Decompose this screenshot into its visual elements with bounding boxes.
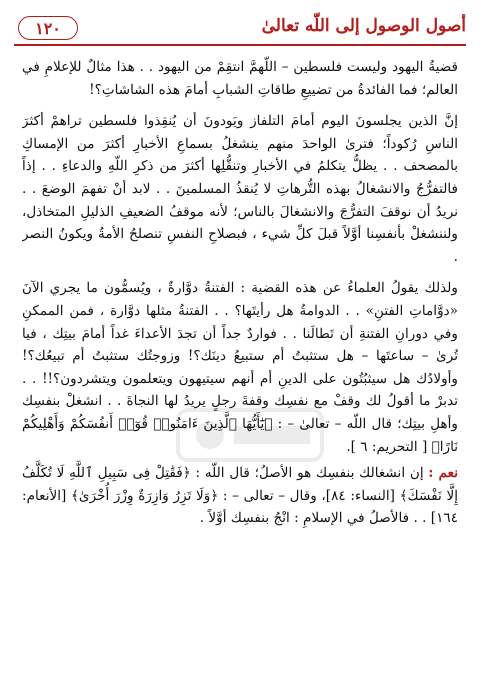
paragraph: قضيةُ اليهود وليست فلسطين – اللَّهمَّ انتقِمْ من اليهود . . هذا مثالٌ للإعلامِ في العالم؛ فما الفائدةُ من تضييعِ طاقاتِ الشبابِ أمامَ هذه الشاشاتِ؟! xyxy=(22,59,458,98)
page-number-badge: ١٢٠ xyxy=(18,16,78,40)
header-divider xyxy=(14,44,466,46)
page-header xyxy=(14,10,466,44)
paragraph: إنَّ الذين يجلسونَ اليوم أمامَ التلفاز ويَودونَ أن يُنقِذوا فلسطين تراهمْ أكثرَ الناسِ رُكوداً؛ فترىٰ الواحدَ منهم ينشغلُ بسماعِ الأخبارِ أكثرَ من الإمساكِ بالمصحف . . يظلُّ يتكلمُ في الأخبارِ وتنقُّلِها أكثرَ من ذكرِ اللّهِ والدعاءِ . . إذاً فالتفرُّجُ والانشغالُ بهذه التُّرهاتِ لا يُنقذُ المسلمينَ . . لابد أنْ تفهمَ الوضعَ . . نريدُ أن نوقفَ التفرُّجَ والانشغالَ بالناس؛ لأنه موقفُ الضعيفِ الذليلِ المتخاذل، ولننشغلْ بأنفسِنا أوَّلاً قبلَ كلِّ شيء ، فبصلاحِ النفسِ تنصلحُ الأمةُ ويكونُ النصر . xyxy=(22,113,458,265)
paragraph-text: إن انشغالك بنفسِك هو الأصلُ؛ قال اللّه : ﴿فَقَٰتِلْ فِى سَبِيلِ ٱللَّهِ لَا تُكَلَّفُ إِلَّا نَفْسَكَ﴾ [النساء: ٨٤]، وقال – تعالى – : ﴿وَلَا تَزِرُ وَازِرَةٌ وِزْرَ أُخْرَىٰ﴾ [الأنعام: ١٦٤] . . فالأصلُ في الإسلامِ : انْجُ بنفسِك أوَّلاً . xyxy=(22,465,458,527)
paragraph: ولذلك يقولُ العلماءُ عن هذه القضية : الفتنةُ دوَّارةٌ ، ويُسمُّون ما يجري الآنَ «دوَّاماتِ الفتنِ» . . الدوامةُ هل رأيتَها؟ . . الفتنةُ مثلها دوَّارة ، فمن الممكنِ وفي دورانِ الفتنةِ أن تَطالَنا . . فواردٌ جداً أن تجدَ الأعداءَ غداً أمامَ بيتِك ، فيا تُرىٰ – ساعتَها – هل ستثبتُ أم ستبيعُ دينَك؟! وزوجتُك ستثبتُ أم تبيعُك؟! وأولادُك هل سيثبُتُون على الدينِ أم أنهم سيتيهون ويتعلمون ويتشردون؟!! . . تدبرْ ما أقولُ لك وقفْ مع نفسِك وقفةَ رجلٍ يريدُ لها النجاةَ . . انشغلْ بنفسِك وأهلِ بيتِك؛ قال اللّه – تعالىٰ – : ﴿يَٰٓأَيُّهَا ٱلَّذِينَ ءَامَنُوا۟ قُوٓا۟ أَنفُسَكُمْ وَأَهْلِيكُمْ نَارًا﴾ [ التحريم: ٦ ]. xyxy=(22,280,458,455)
paragraph-lead-word: نعم : xyxy=(428,465,458,482)
paragraph xyxy=(22,462,458,530)
book-title: أصول الوصول إلى اللّه تعالىٰ xyxy=(261,16,466,36)
page-body xyxy=(22,56,458,684)
